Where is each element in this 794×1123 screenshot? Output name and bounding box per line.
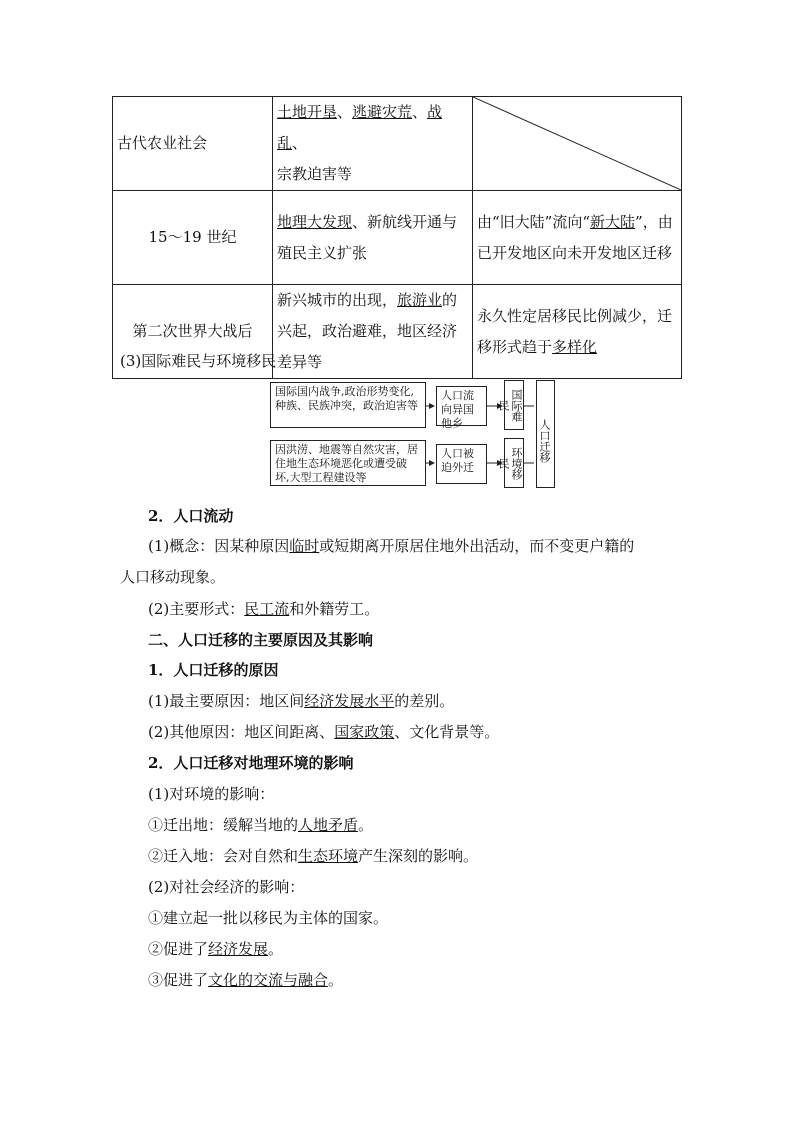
- other-cause-line: (2)其他原因：地区间距离、国家政策、文化背景等。: [148, 723, 500, 741]
- inflow-impact-line: ②迁入地：会对自然和生态环境产生深刻的影响。: [148, 847, 479, 865]
- socio-line-3: ③促进了文化的交流与融合。: [148, 971, 344, 989]
- period-cell: 古代农业社会: [113, 97, 273, 191]
- causes-cell: 地理大发现、新航线开通与殖民主义扩张: [273, 191, 473, 285]
- refugee-migration-diagram: [268, 378, 558, 490]
- empty-diagonal-cell: [473, 97, 682, 191]
- environmental-migrant-box: 环境移民: [504, 438, 524, 488]
- forms-line: (2)主要形式：民工流和外籍劳工。: [148, 600, 380, 618]
- socio-line-1: ①建立起一批以移民为主体的国家。: [148, 909, 389, 927]
- causes-cell: 新兴城市的出现，旅游业的兴起，政治避难，地区经济差异等: [273, 285, 473, 379]
- feature-cell: 由“旧大陆”流向“新大陆”，由已开发地区向未开发地区迁移: [473, 191, 682, 285]
- migration-history-table: [112, 96, 682, 379]
- war-cause-box: 国际国内战争,政治形势变化,种族、民族冲突，政治迫害等: [270, 382, 426, 428]
- section-2-heading: 二、人口迁移的主要原因及其影响: [148, 631, 374, 649]
- disaster-cause-box: 因洪涝、地震等自然灾害，居住地生态环境恶化或遭受破坏,大型工程建设等: [270, 440, 426, 486]
- forced-outmigration-box: 人口被迫外迁: [436, 444, 487, 484]
- section-3-title: (3)国际难民与环境移民: [120, 352, 277, 370]
- outflow-box: 人口流向异国他乡: [436, 386, 487, 426]
- refugee-box: 国际难民: [504, 380, 524, 430]
- feature-cell: 永久性定居移民比例减少，迁移形式趋于多样化: [473, 285, 682, 379]
- migration-box: 人口迁移: [536, 380, 555, 488]
- causes-cell: 土地开垦、逃避灾荒、战乱、 宗教迫害等: [273, 97, 473, 191]
- socio-line-2: ②促进了经济发展。: [148, 940, 284, 958]
- outflow-impact-line: ①迁出地：缓解当地的人地矛盾。: [148, 816, 374, 834]
- concept-line: (1)概念：因某种原因临时或短期离开原居住地外出活动，而不变更户籍的: [148, 537, 635, 555]
- concept-line-cont: 人口移动现象。: [120, 568, 226, 586]
- socioeconomic-title: (2)对社会经济的影响：: [148, 878, 305, 896]
- table-row: [113, 97, 682, 191]
- period-cell: 15～19 世纪: [113, 191, 273, 285]
- table-row: [113, 191, 682, 285]
- env-impact-title: (1)对环境的影响：: [148, 785, 275, 803]
- impact-heading: 2．人口迁移对地理环境的影响: [148, 754, 354, 772]
- period-cell: 第二次世界大战后: [113, 285, 273, 379]
- main-cause-line: (1)最主要原因：地区间经济发展水平的差别。: [148, 692, 455, 710]
- flow-heading: 2．人口流动: [148, 507, 234, 525]
- causes-heading: 1．人口迁移的原因: [148, 661, 279, 679]
